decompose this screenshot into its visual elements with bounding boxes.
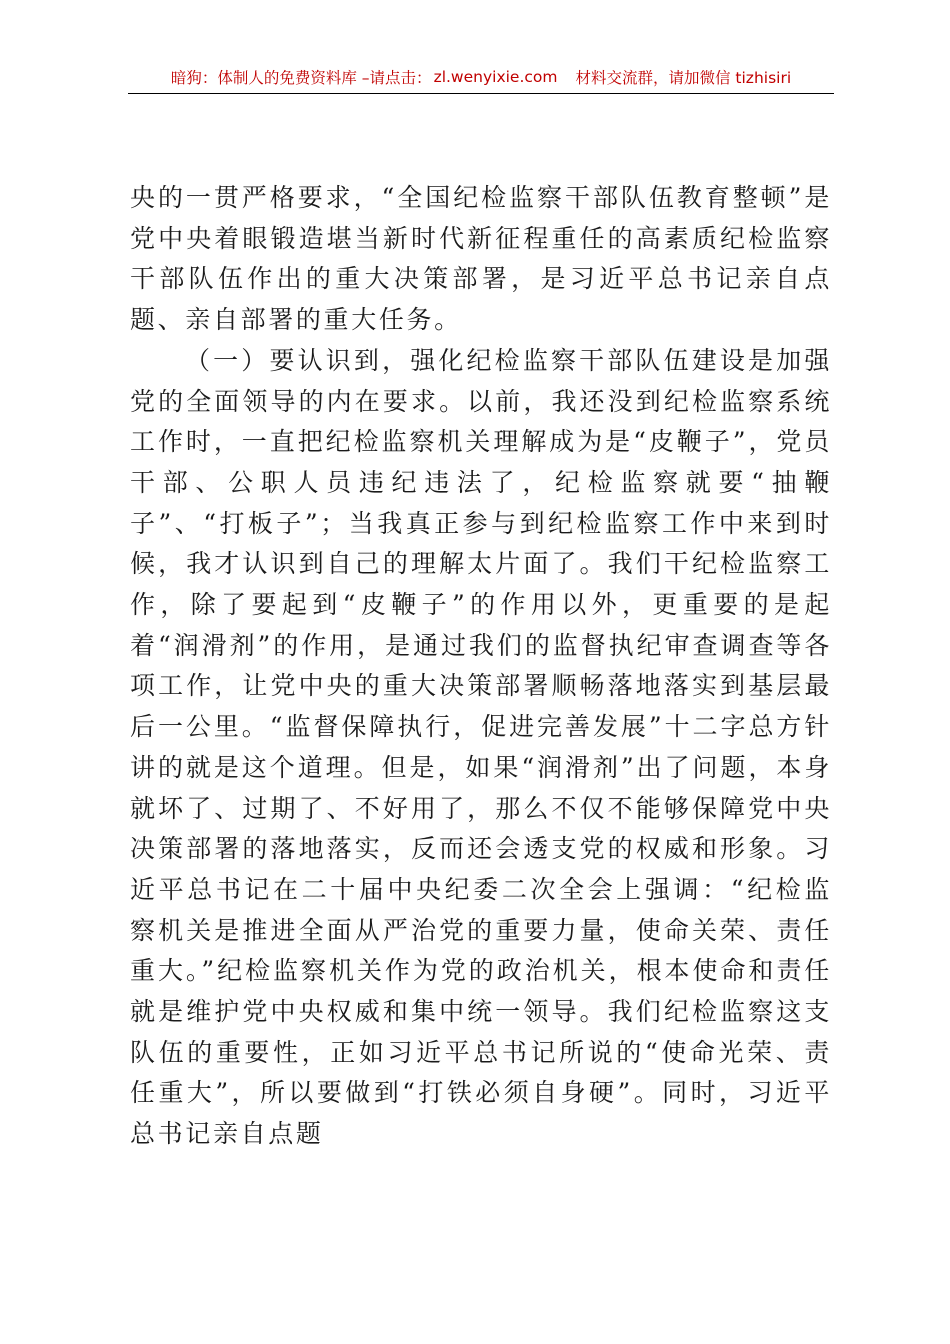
site-link[interactable]: zl.wenyixie.com <box>433 68 558 86</box>
page-header <box>128 62 834 92</box>
body-paragraph: 央的一贯严格要求，“全国纪检监察干部队伍教育整顿”是党中央着眼锻造堪当新时代新征程重任的高素质纪检监察干部队伍作出的重大决策部署，是习近平总书记亲自点题、亲自部署的重大任务。 <box>130 183 832 335</box>
click-prefix: –请点击： <box>356 69 432 87</box>
document-body <box>130 178 832 1155</box>
header-divider <box>128 93 834 94</box>
body-paragraph: （一）要认识到，强化纪检监察干部队伍建设是加强党的全面领导的内在要求。以前，我还没到纪检监察系统工作时，一直把纪检监察机关理解成为是“皮鞭子”，党员干部、公职人员违纪违法了，纪检监察就要“抽鞭子”、“打板子”；当我真正参与到纪检监察工作中来到时候，我才认识到自己的理解太片面了。我们干纪检监察工作，除了要起到“皮鞭子”的作用以外，更重要的是起着“润滑剂”的作用，是通过我们的监督执纪审查调查等各项工作，让党中央的重大决策部署顺畅落地落实到基层最后一公里。“监督保障执行，促进完善发展”十二字总方针讲的就是这个道理。但是，如果“润滑剂”出了问题，本身就坏了、过期了、不好用了，那么不仅不能够保障党中央决策部署的落地落实，反而还会透支党的权威和形象。习近平总书记在二十届中央纪委二次全会上强调：“纪检监察机关是推进全面从严治党的重要力量，使命关荣、责任重大。”纪检监察机关作为党的政治机关，根本使命和责任就是维护党中央权威和集中统一领导。我们纪检监察这支队伍的重要性，正如习近平总书记所说的“使命光荣、责任重大”，所以要做到“打铁必须自身硬”。同时，习近平总书记亲自点题 <box>130 345 832 1149</box>
site-name: 暗狗：体制人的免费资料库 <box>170 69 357 87</box>
group-contact: 材料交流群，请加微信 tizhisiri <box>575 69 792 87</box>
